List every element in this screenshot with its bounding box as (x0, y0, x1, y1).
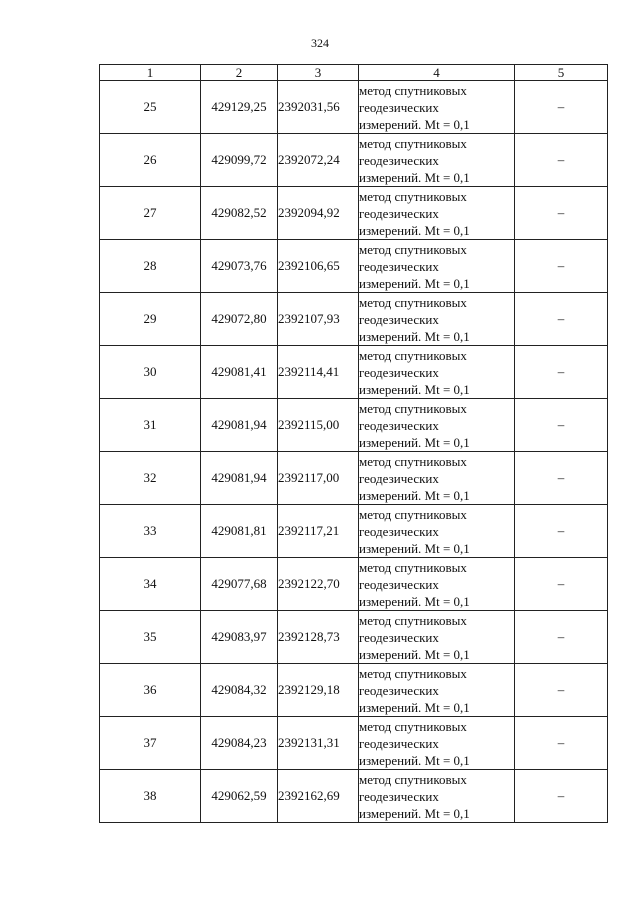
point-number-cell: 29 (100, 293, 201, 346)
table-header-row (100, 65, 608, 81)
method-line: метод спутниковых (359, 400, 467, 416)
method-line: измерений. Mt = 0,1 (359, 169, 470, 185)
table-row (100, 81, 608, 134)
method-line: измерений. Mt = 0,1 (359, 434, 470, 450)
method-line: метод спутниковых (359, 241, 467, 257)
method-line: измерений. Mt = 0,1 (359, 699, 470, 715)
table-row (100, 505, 608, 558)
y-coordinate-cell: 2392131,31 (278, 717, 359, 770)
y-coordinate-cell: 2392114,41 (278, 346, 359, 399)
method-cell (359, 770, 515, 823)
column-5-cell: – (515, 134, 608, 187)
method-line: геодезических (359, 205, 439, 221)
table-row (100, 611, 608, 664)
method-cell (359, 399, 515, 452)
point-number-cell: 34 (100, 558, 201, 611)
method-line: геодезических (359, 629, 439, 645)
column-5-cell: – (515, 770, 608, 823)
x-coordinate-cell: 429062,59 (201, 770, 278, 823)
method-line: метод спутниковых (359, 665, 467, 681)
method-cell (359, 346, 515, 399)
point-number-cell: 31 (100, 399, 201, 452)
point-number-cell: 25 (100, 81, 201, 134)
y-coordinate-cell: 2392129,18 (278, 664, 359, 717)
method-line: измерений. Mt = 0,1 (359, 805, 470, 821)
method-cell (359, 240, 515, 293)
method-line: геодезических (359, 470, 439, 486)
column-5-cell: – (515, 293, 608, 346)
table-body (100, 81, 608, 823)
x-coordinate-cell: 429084,32 (201, 664, 278, 717)
table-row (100, 240, 608, 293)
method-line: метод спутниковых (359, 453, 467, 469)
method-line: геодезических (359, 311, 439, 327)
y-coordinate-cell: 2392162,69 (278, 770, 359, 823)
point-number-cell: 28 (100, 240, 201, 293)
column-5-cell: – (515, 558, 608, 611)
method-line: измерений. Mt = 0,1 (359, 752, 470, 768)
header-col-3: 3 (278, 65, 359, 81)
column-5-cell: – (515, 452, 608, 505)
point-number-cell: 35 (100, 611, 201, 664)
x-coordinate-cell: 429073,76 (201, 240, 278, 293)
y-coordinate-cell: 2392117,00 (278, 452, 359, 505)
table-row (100, 770, 608, 823)
header-col-1: 1 (100, 65, 201, 81)
method-line: геодезических (359, 576, 439, 592)
point-number-cell: 33 (100, 505, 201, 558)
y-coordinate-cell: 2392115,00 (278, 399, 359, 452)
point-number-cell: 30 (100, 346, 201, 399)
method-cell (359, 558, 515, 611)
x-coordinate-cell: 429082,52 (201, 187, 278, 240)
x-coordinate-cell: 429084,23 (201, 717, 278, 770)
x-coordinate-cell: 429072,80 (201, 293, 278, 346)
header-col-5: 5 (515, 65, 608, 81)
column-5-cell: – (515, 505, 608, 558)
point-number-cell: 26 (100, 134, 201, 187)
method-line: метод спутниковых (359, 347, 467, 363)
y-coordinate-cell: 2392128,73 (278, 611, 359, 664)
method-line: геодезических (359, 682, 439, 698)
column-5-cell: – (515, 346, 608, 399)
x-coordinate-cell: 429077,68 (201, 558, 278, 611)
method-line: измерений. Mt = 0,1 (359, 487, 470, 503)
page-number: 324 (311, 36, 329, 50)
method-line: измерений. Mt = 0,1 (359, 275, 470, 291)
column-5-cell: – (515, 187, 608, 240)
x-coordinate-cell: 429081,94 (201, 452, 278, 505)
point-number-cell: 38 (100, 770, 201, 823)
x-coordinate-cell: 429081,81 (201, 505, 278, 558)
table-row (100, 558, 608, 611)
method-cell (359, 717, 515, 770)
x-coordinate-cell: 429083,97 (201, 611, 278, 664)
y-coordinate-cell: 2392122,70 (278, 558, 359, 611)
column-5-cell: – (515, 81, 608, 134)
method-cell (359, 134, 515, 187)
x-coordinate-cell: 429081,41 (201, 346, 278, 399)
y-coordinate-cell: 2392072,24 (278, 134, 359, 187)
method-line: метод спутниковых (359, 294, 467, 310)
y-coordinate-cell: 2392031,56 (278, 81, 359, 134)
method-line: измерений. Mt = 0,1 (359, 222, 470, 238)
y-coordinate-cell: 2392106,65 (278, 240, 359, 293)
method-line: геодезических (359, 417, 439, 433)
method-line: метод спутниковых (359, 612, 467, 628)
header-col-4: 4 (359, 65, 515, 81)
table-row (100, 717, 608, 770)
method-line: метод спутниковых (359, 559, 467, 575)
method-line: геодезических (359, 99, 439, 115)
column-5-cell: – (515, 399, 608, 452)
method-line: метод спутниковых (359, 506, 467, 522)
x-coordinate-cell: 429081,94 (201, 399, 278, 452)
table-row (100, 187, 608, 240)
method-line: метод спутниковых (359, 135, 467, 151)
y-coordinate-cell: 2392107,93 (278, 293, 359, 346)
y-coordinate-cell: 2392094,92 (278, 187, 359, 240)
column-5-cell: – (515, 664, 608, 717)
method-cell (359, 452, 515, 505)
point-number-cell: 32 (100, 452, 201, 505)
column-5-cell: – (515, 717, 608, 770)
header-col-2: 2 (201, 65, 278, 81)
y-coordinate-cell: 2392117,21 (278, 505, 359, 558)
table-row (100, 664, 608, 717)
method-cell (359, 81, 515, 134)
point-number-cell: 27 (100, 187, 201, 240)
method-line: геодезических (359, 152, 439, 168)
method-cell (359, 505, 515, 558)
method-line: геодезических (359, 364, 439, 380)
method-line: геодезических (359, 788, 439, 804)
method-cell (359, 187, 515, 240)
x-coordinate-cell: 429129,25 (201, 81, 278, 134)
method-line: измерений. Mt = 0,1 (359, 540, 470, 556)
method-line: метод спутниковых (359, 771, 467, 787)
method-line: измерений. Mt = 0,1 (359, 328, 470, 344)
method-cell (359, 293, 515, 346)
method-line: метод спутниковых (359, 82, 467, 98)
table-row (100, 452, 608, 505)
method-line: геодезических (359, 523, 439, 539)
table-row (100, 293, 608, 346)
x-coordinate-cell: 429099,72 (201, 134, 278, 187)
method-line: измерений. Mt = 0,1 (359, 116, 470, 132)
method-cell (359, 611, 515, 664)
column-5-cell: – (515, 611, 608, 664)
method-line: измерений. Mt = 0,1 (359, 593, 470, 609)
method-line: измерений. Mt = 0,1 (359, 381, 470, 397)
method-line: геодезических (359, 258, 439, 274)
table-row (100, 399, 608, 452)
table-row (100, 346, 608, 399)
method-line: метод спутниковых (359, 718, 467, 734)
method-cell (359, 664, 515, 717)
table-row (100, 134, 608, 187)
point-number-cell: 37 (100, 717, 201, 770)
point-number-cell: 36 (100, 664, 201, 717)
column-5-cell: – (515, 240, 608, 293)
coordinates-table (99, 64, 608, 823)
method-line: измерений. Mt = 0,1 (359, 646, 470, 662)
method-line: метод спутниковых (359, 188, 467, 204)
method-line: геодезических (359, 735, 439, 751)
